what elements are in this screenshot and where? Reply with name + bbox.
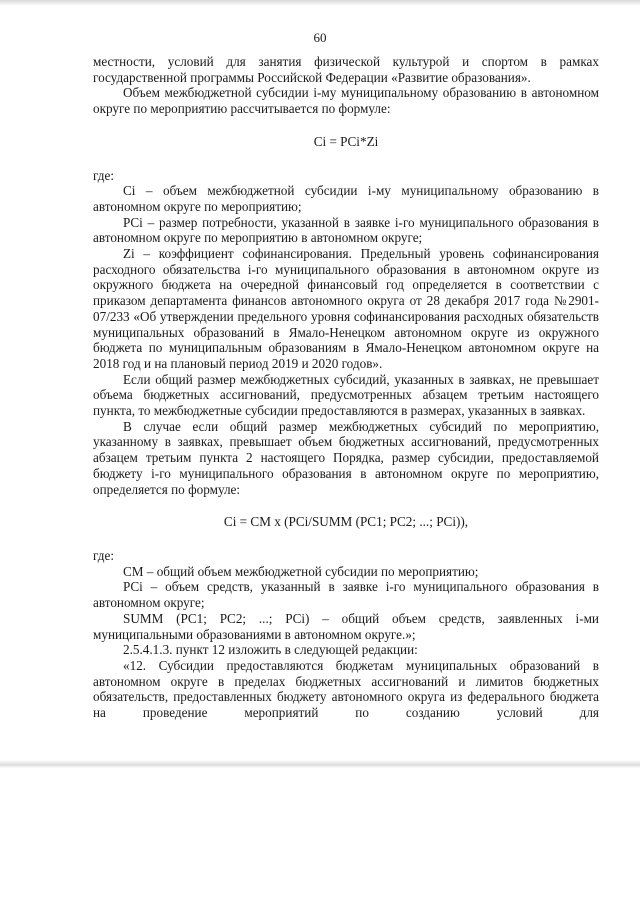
scan-edge-top: [0, 0, 640, 6]
formula: Ci = PCi*Zi: [313, 133, 379, 149]
paragraph: 2.5.4.1.3. пункт 12 изложить в следующей редакции:: [123, 642, 418, 658]
paragraph: «12. Субсидии предоставляются бюджетам муниципальных образований в автономном округе в пределах бюджетных ассигнований и лимитов бюджетных обязательств, предоставленных бюджету автономного округа из федерального бюджета на проведение мероприятий по созданию условий для: [93, 657, 599, 721]
paragraph: местности, условий для занятия физической культурой и спортом в рамках государственной программы Российской Федерации «Развитие образования».: [93, 54, 599, 85]
paragraph: где:: [93, 547, 114, 563]
body-text: [93, 54, 599, 721]
paragraph: PCi – объем средств, указанный в заявке i-го муниципального образования в автономном округе;: [93, 579, 599, 611]
paragraph: где:: [93, 167, 114, 183]
paragraph: Ci – объем межбюджетной субсидии i-му муниципальному образованию в автономном округе по мероприятию;: [93, 183, 599, 214]
paragraph: Объем межбюджетной субсидии i-му муниципальному образованию в автономном округе по мероприятию рассчитывается по формуле:: [93, 85, 599, 117]
paragraph: SUMM (PC1; PC2; ...; PCi) – общий объем средств, заявленных i-ми муниципальными образованиями в автономном округе.»;: [93, 610, 599, 642]
paragraph: PCi – размер потребности, указанной в заявке i-го муниципального образования в автономном округе по мероприятию в автономном округе;: [93, 214, 599, 246]
page-number: 60: [313, 30, 327, 45]
paragraph: В случае если общий размер межбюджетных субсидий по мероприятию, указанному в заявках, превышает объем бюджетных ассигнований, предусмотренных абзацем третьим пункта 2 настоящего Порядка, размер субсидии, предоставляемой бюджету i-го муниципального образования в автономном округе по мероприятию, определяется по формуле:: [93, 418, 599, 497]
formula: Ci = CM x (PCi/SUMM (PC1; PC2; ...; PCi)),: [223, 514, 469, 530]
scan-edge-bottom: [0, 760, 640, 768]
paragraph: Если общий размер межбюджетных субсидий, указанных в заявках, не превышает объема бюджетных ассигнований, предусмотренных абзацем третьим настоящего пункта, то межбюджетные субсидии предоставляются в размерах, указанных в заявках.: [93, 371, 599, 419]
paragraph: CM – общий объем межбюджетной субсидии по мероприятию;: [123, 563, 479, 579]
paragraph: Zi – коэффициент софинансирования. Предельный уровень софинансирования расходного обязательства i-го муниципального образования в автономном округе из окружного бюджета на очередной финансовый год определяется в соответствии с приказом департамента финансов автономного округа от 28 декабря 2017 года №2901-07/233 «Об утверждении предельного уровня софинансирования расходных обязательств муниципальных образований в Ямало-Ненецком автономном округе из окружного бюджета по муниципальным образованиям в Ямало-Ненецком автономном округе на 2018 год и на плановый период 2019 и 2020 годов».: [93, 246, 599, 371]
